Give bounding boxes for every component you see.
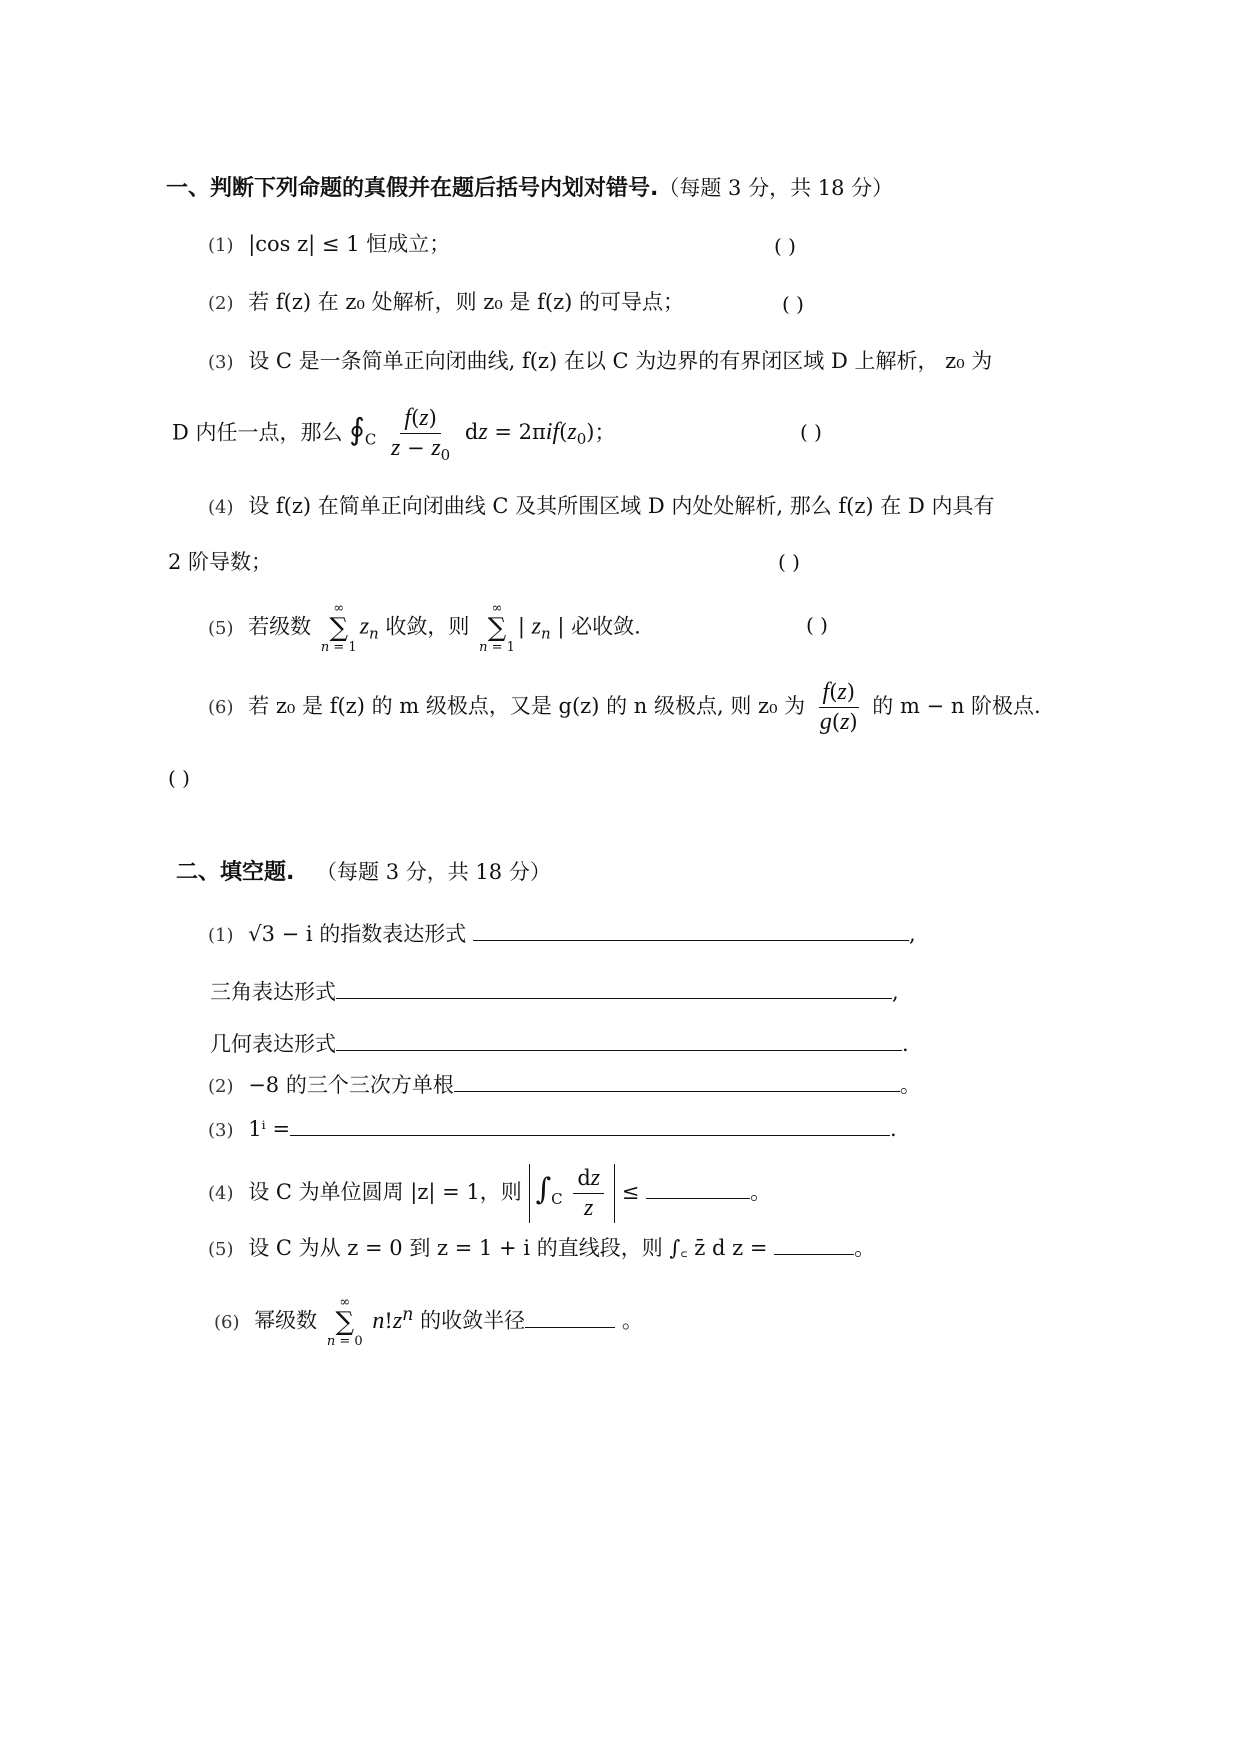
section2-title: 二、填空题.: [176, 860, 295, 885]
section1-heading: [166, 176, 893, 202]
series-sum-2: ∞ ∑ n = 1: [479, 601, 515, 655]
pole-denominator: g(z): [819, 708, 858, 735]
s2-q4-abs-integral: $\int_C$ $\frac{dz}{z}$: [529, 1164, 616, 1223]
s1-q5-prefix: 若级数: [248, 614, 312, 639]
contour-integral: ∮: [349, 412, 365, 448]
s2-q1-line3: 几何表达形式: [210, 1032, 336, 1056]
s2-q1-number: (1): [208, 925, 234, 946]
s1-q6-prefix: 若 z₀ 是 f(z) 的 m 级极点，又是 g(z) 的 n 级极点, 则 z₀ 为: [248, 693, 806, 718]
s2-q6-suffix: 的收敛半径: [420, 1308, 526, 1333]
pole-numerator: f(z): [819, 678, 859, 708]
section2-score-note: （每题 3 分，共 18 分）: [316, 860, 551, 884]
s2-question-6: (6) 幂级数 ∞ ∑ n = 0 $n!z^n$ 的收敛半径 。: [214, 1295, 643, 1349]
s2-q3-blank[interactable]: [290, 1117, 890, 1136]
s1-question-5: (5) 若级数 ∞ ∑ n = 1 $z_n$ 收敛，则 ∞ ∑ n = 1 | $z_n$ | 必收敛.: [208, 601, 641, 655]
s1-q3-line2-prefix: D 内任一点，那么: [172, 420, 343, 445]
s2-q6-term: $n!z^n$: [372, 1304, 414, 1334]
s1-question-2: [208, 290, 684, 315]
integral-rhs: dz = $2\pi if(z_0)$: [464, 419, 595, 449]
s1-q6-number: (6): [208, 696, 234, 718]
s1-q5-number: (5): [208, 617, 234, 639]
s1-q6-answer-paren: ( ): [168, 766, 190, 790]
pole-fraction: [816, 678, 862, 737]
s2-q1-trig-blank[interactable]: [336, 980, 892, 999]
s2-q6-blank[interactable]: [525, 1309, 615, 1328]
s2-question-2: (2) −8 的三个三次方单根 。: [208, 1073, 921, 1097]
s2-q2-text: −8 的三个三次方单根: [248, 1073, 454, 1097]
s1-question-6: [208, 678, 1041, 737]
s1-question-4-line1: [208, 494, 994, 519]
s1-q1-text: |cos z| ≤ 1 恒成立；: [248, 232, 451, 256]
integrand-denominator: $z - z_0$: [391, 434, 451, 464]
s2-q4-prefix: 设 C 为单位圆周 |z| = 1，则: [248, 1179, 522, 1204]
s1-q5-suffix: 必收敛.: [571, 614, 641, 639]
s2-q5-prefix: 设 C 为从 z = 0 到 z = 1 + i 的直线段，则: [248, 1236, 663, 1260]
contour-C-label: C: [364, 430, 377, 449]
s1-q2-answer-paren: ( ): [782, 292, 804, 316]
s1-q6-suffix: 的 m − n 阶极点.: [872, 693, 1041, 718]
section1-title: 一、判断下列命题的真假并在题后括号内划对错号.: [166, 176, 659, 201]
s2-q4-blank[interactable]: [646, 1180, 750, 1199]
s2-q1-exp-blank[interactable]: [473, 922, 909, 941]
s2-q6-sum: ∞ ∑ n = 0: [326, 1295, 363, 1349]
s2-q5-integral: ∫꜀ z̄ d z =: [669, 1236, 768, 1260]
series-sum-1: ∞ ∑ n = 1: [320, 601, 357, 655]
s2-q4-fraction: $\frac{dz}{z}$: [573, 1164, 604, 1223]
s2-q2-number: (2): [208, 1076, 234, 1097]
section1-score-note: （每题 3 分，共 18 分）: [658, 176, 894, 200]
s2-q1-prefix: √3 − i 的指数表达形式: [248, 922, 467, 946]
s1-question-3-line2: [172, 404, 615, 464]
s1-q3-answer-paren: ( ): [800, 420, 822, 444]
integrand-fraction: [387, 404, 454, 464]
s1-q5-mid: 收敛，则: [385, 614, 470, 639]
s2-q6-prefix: 幂级数: [254, 1308, 318, 1333]
integrand-numerator: f(z): [400, 404, 440, 434]
s1-q1-number: (1): [208, 235, 234, 256]
section2-heading: [176, 860, 551, 886]
s1-q3-line2-suffix: ；: [594, 420, 616, 445]
s2-q2-blank[interactable]: [454, 1073, 900, 1092]
s2-question-1-line3: 几何表达形式 .: [210, 1032, 909, 1056]
s2-q1-line2: 三角表达形式: [210, 980, 336, 1004]
s2-q5-number: (5): [208, 1239, 234, 1260]
s2-q4-number: (4): [208, 1182, 234, 1204]
s2-q1-geom-blank[interactable]: [336, 1032, 902, 1051]
s2-question-3: (3) 1ⁱ = .: [208, 1117, 897, 1141]
s2-question-4: (4) 设 C 为单位圆周 |z| = 1，则 $\int_C$ $\frac{dz}{z}$ ≤ 。: [208, 1165, 772, 1221]
s1-q3-line1: 设 C 是一条简单正向闭曲线, f(z) 在以 C 为边界的有界闭区域 D 上解析， z₀ 为: [248, 349, 993, 373]
s1-q5-answer-paren: ( ): [806, 613, 828, 637]
s2-q6-number: (6): [214, 1311, 240, 1333]
s1-question-1: [208, 232, 450, 257]
s2-question-1-line2: 三角表达形式 ,: [210, 980, 899, 1004]
s1-q2-text: 若 f(z) 在 z₀ 处解析，则 z₀ 是 f(z) 的可导点；: [248, 290, 684, 314]
s1-q2-number: (2): [208, 293, 234, 314]
s1-q4-number: (4): [208, 497, 234, 518]
s1-q4-line2: 2 阶导数；: [168, 550, 273, 574]
s2-question-1-line1: (1) √3 − i 的指数表达形式 ,: [208, 922, 916, 946]
s1-question-4-line2: [168, 550, 272, 575]
s1-q4-answer-paren: ( ): [778, 550, 800, 574]
s1-q3-number: (3): [208, 352, 234, 373]
s1-question-3-line1: [208, 349, 992, 374]
s2-question-5: (5) 设 C 为从 z = 0 到 z = 1 + i 的直线段，则 ∫꜀ z̄ d z = 。: [208, 1236, 876, 1260]
s1-q4-line1: 设 f(z) 在简单正向闭曲线 C 及其所围区域 D 内处处解析, 那么 f(z) 在 D 内具有: [248, 494, 995, 518]
s1-q1-answer-paren: ( ): [774, 234, 796, 258]
s2-q3-number: (3): [208, 1120, 234, 1141]
s2-q5-blank[interactable]: [774, 1236, 854, 1255]
s2-q3-text: 1ⁱ =: [248, 1117, 291, 1141]
